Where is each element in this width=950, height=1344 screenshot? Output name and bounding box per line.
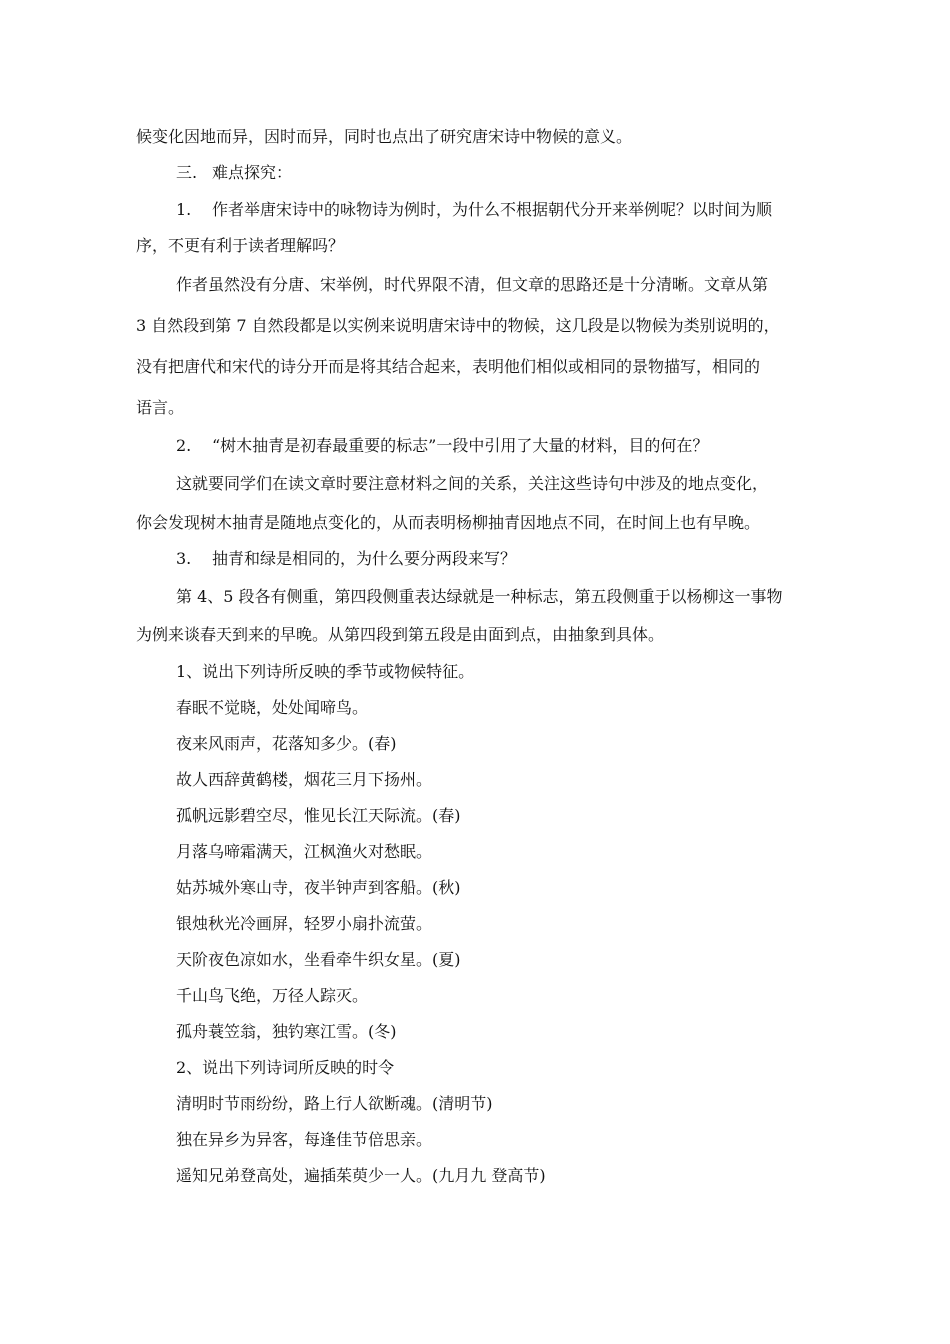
question-3-number: 3. [176, 549, 192, 568]
answer-3-line-1: 第 4、5 段各有侧重，第四段侧重表达绿就是一种标志，第五段侧重于以杨柳这一事物 [176, 587, 783, 606]
answer-1-line-4: 语言。 [136, 398, 185, 417]
poem-line: 孤舟蓑笠翁，独钓寒江雪。(冬) [176, 1022, 397, 1041]
question-1-text: 作者举唐宋诗中的咏物诗为例时，为什么不根据朝代分开来举例呢？以时间为顺 [212, 200, 773, 219]
poem-line: 故人西辞黄鹤楼，烟花三月下扬州。 [176, 770, 433, 789]
answer-1-line-1: 作者虽然没有分唐、宋举例，时代界限不清，但文章的思路还是十分清晰。文章从第 [176, 275, 769, 294]
question-3 [0, 549, 950, 569]
section-heading [0, 163, 950, 183]
question-2-text: “树木抽青是初春最重要的标志”一段中引用了大量的材料，目的何在？ [212, 436, 709, 455]
poem-line: 夜来风雨声，花落知多少。(春) [176, 734, 397, 753]
poem-line: 春眠不觉晓，处处闻啼鸟。 [176, 698, 369, 717]
poem-line: 清明时节雨纷纷，路上行人欲断魂。(清明节) [176, 1094, 493, 1113]
answer-3-line-2: 为例来谈春天到来的早晚。从第四段到第五段是由面到点，由抽象到具体。 [136, 625, 665, 644]
question-1-continued: 序，不更有利于读者理解吗？ [136, 236, 345, 255]
answer-2-line-2: 你会发现树木抽青是随地点变化的，从而表明杨柳抽青因地点不同，在时间上也有早晚。 [136, 513, 761, 532]
question-1-number: 1. [176, 200, 192, 219]
section-title: 难点探究： [212, 163, 293, 182]
intro-tail-line: 候变化因地而异，因时而异，同时也点出了研究唐宋诗中物候的意义。 [136, 127, 633, 146]
question-2-number: 2. [176, 436, 192, 455]
poem-line: 月落乌啼霜满天，江枫渔火对愁眠。 [176, 842, 433, 861]
poem-line: 天阶夜色凉如水，坐看牵牛织女星。(夏) [176, 950, 461, 969]
answer-1-line-3: 没有把唐代和宋代的诗分开而是将其结合起来，表明他们相似或相同的景物描写，相同的 [136, 357, 761, 376]
poem-line: 孤帆远影碧空尽，惟见长江天际流。(春) [176, 806, 461, 825]
poem-line: 独在异乡为异客，每逢佳节倍思亲。 [176, 1130, 433, 1149]
question-1 [0, 200, 950, 220]
answer-2-line-1: 这就要同学们在读文章时要注意材料之间的关系，关注这些诗句中涉及的地点变化， [176, 474, 769, 493]
exercise-1-title: 1、说出下列诗所反映的季节或物候特征。 [176, 662, 475, 681]
poem-line: 姑苏城外寒山寺，夜半钟声到客船。(秋) [176, 878, 461, 897]
answer-1-line-2: 3 自然段到第 7 自然段都是以实例来说明唐宋诗中的物候，这几段是以物候为类别说明的， [136, 316, 780, 335]
exercise-2-title: 2、说出下列诗词所反映的时令 [176, 1058, 395, 1077]
poem-line: 遥知兄弟登高处，遍插茱萸少一人。(九月九 登高节) [176, 1166, 546, 1185]
question-3-text: 抽青和绿是相同的，为什么要分两段来写？ [212, 549, 517, 568]
poem-line: 千山鸟飞绝，万径人踪灭。 [176, 986, 369, 1005]
section-number: 三. [176, 163, 198, 182]
poem-line: 银烛秋光冷画屏，轻罗小扇扑流萤。 [176, 914, 433, 933]
question-2 [0, 436, 950, 456]
